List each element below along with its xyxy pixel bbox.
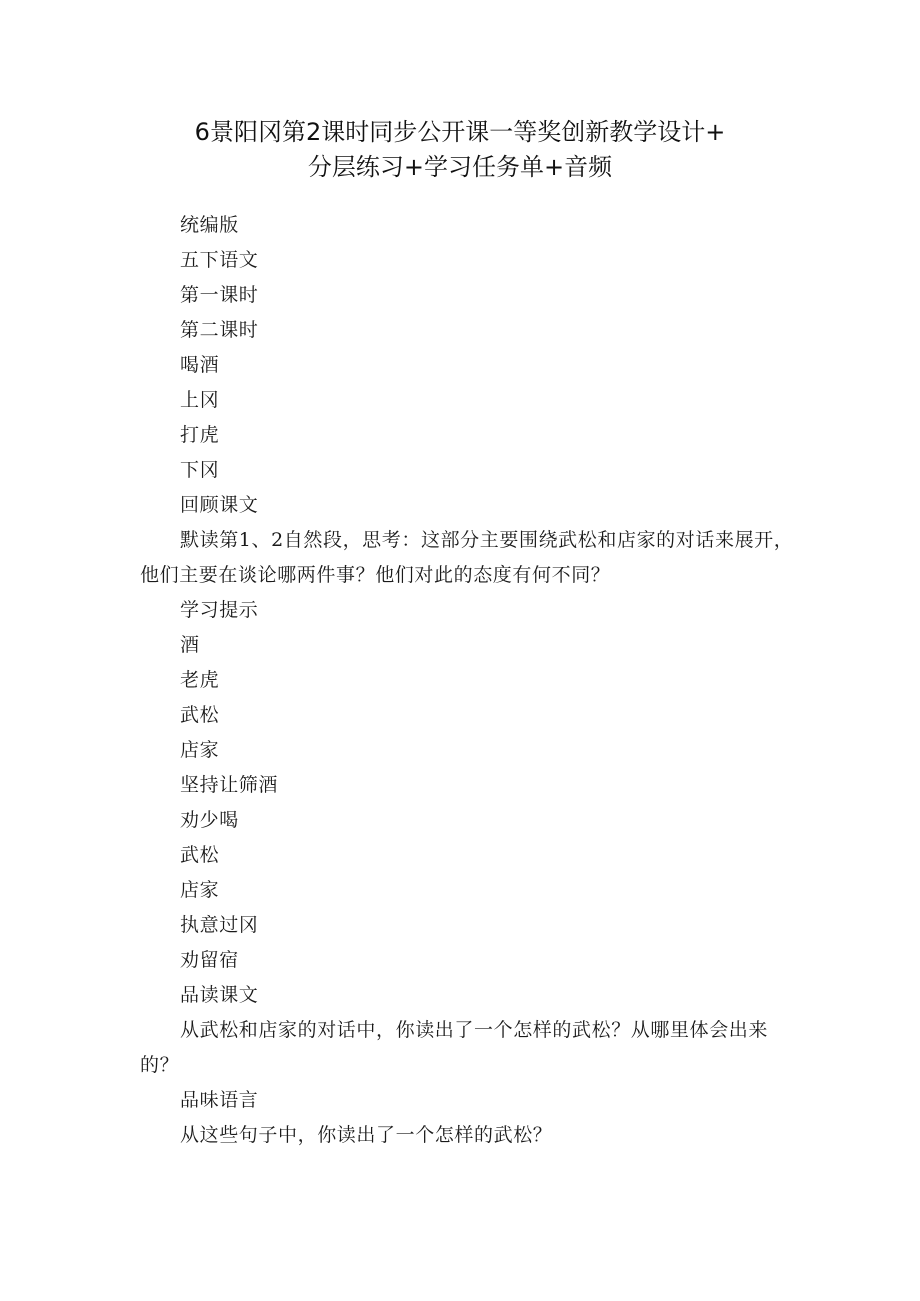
paragraph: 喝酒: [180, 354, 220, 376]
paragraph: 下冈: [180, 459, 220, 481]
paragraph: 从武松和店家的对话中，你读出了一个怎样的武松？从哪里体会出来的？: [140, 1019, 769, 1076]
paragraph: 劝留宿: [180, 949, 239, 971]
paragraph: 店家: [180, 879, 220, 901]
paragraph: 店家: [180, 739, 220, 761]
paragraph: 回顾课文: [180, 494, 259, 516]
paragraph: 酒: [180, 634, 200, 656]
paragraph: 老虎: [180, 669, 220, 691]
paragraph: 上冈: [180, 389, 220, 411]
document-title-line-2: 分层练习+学习任务单+音频: [307, 153, 613, 181]
paragraph: 品味语言: [180, 1089, 259, 1111]
paragraph: 打虎: [180, 424, 220, 446]
paragraph: 第一课时: [180, 284, 259, 306]
paragraph: 统编版: [180, 214, 239, 236]
paragraph: 第二课时: [180, 319, 259, 341]
paragraph: 五下语文: [180, 249, 259, 271]
paragraph: 执意过冈: [180, 914, 259, 936]
paragraph: 武松: [180, 844, 220, 866]
document-title-line-1: 6景阳冈第2课时同步公开课一等奖创新教学设计+: [194, 118, 726, 146]
paragraph: 品读课文: [180, 984, 259, 1006]
document-body: [140, 208, 800, 1153]
paragraph: 坚持让筛酒: [180, 774, 279, 796]
paragraph: 劝少喝: [180, 809, 239, 831]
paragraph: 默读第1、2自然段，思考：这部分主要围绕武松和店家的对话来展开，他们主要在谈论哪两件事？他们对此的态度有何不同？: [140, 529, 794, 586]
paragraph: 武松: [180, 704, 220, 726]
paragraph: 学习提示: [180, 599, 259, 621]
paragraph: 从这些句子中，你读出了一个怎样的武松？: [180, 1124, 553, 1146]
